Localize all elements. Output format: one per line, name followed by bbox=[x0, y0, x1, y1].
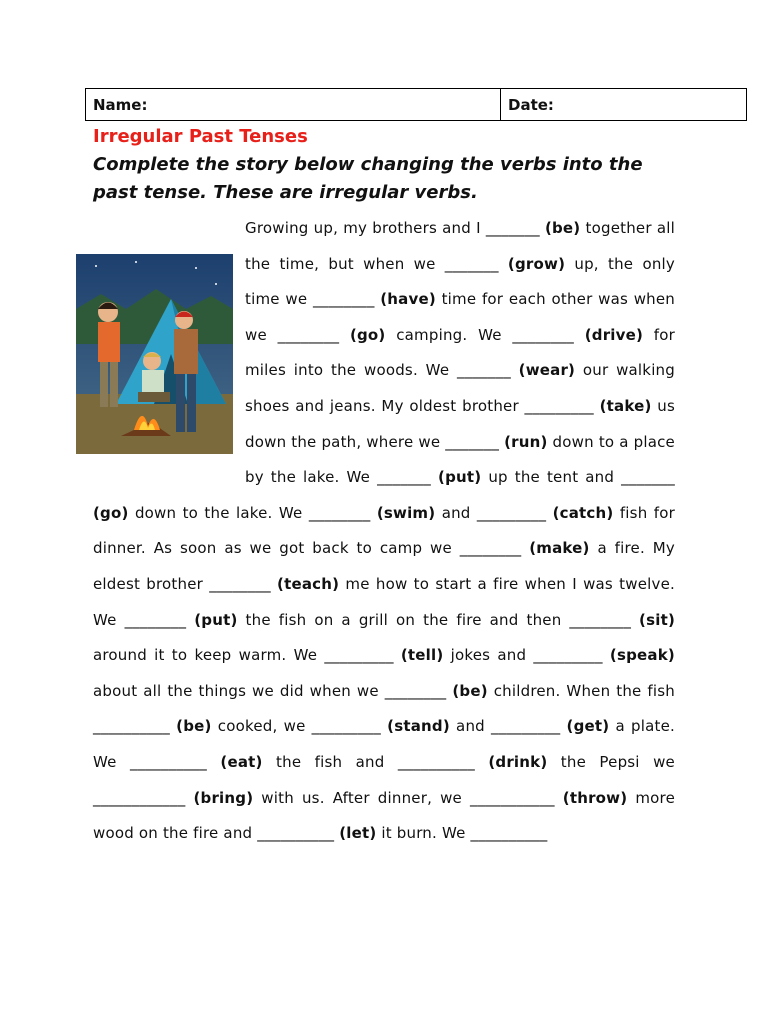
verb-hint: (make) bbox=[529, 539, 590, 558]
verb-hint: (be) bbox=[544, 219, 581, 237]
story-segment: camping. We ________ bbox=[385, 325, 585, 344]
story-segment: fish for dinner. As soon as we got back to camp we ________ bbox=[93, 503, 676, 558]
verb-hint: (have) bbox=[380, 290, 436, 309]
verb-hint: (throw) bbox=[562, 788, 628, 807]
story-segment: a plate. We __________ bbox=[93, 717, 675, 771]
story-segment: and _________ bbox=[449, 717, 567, 736]
story-segment: for miles into the woods. We _______ bbox=[245, 325, 675, 380]
story-segment: time for each other was when we ________ bbox=[245, 290, 676, 344]
verb-hint: (wear) bbox=[518, 361, 576, 380]
verb-hint: (drink) bbox=[488, 752, 548, 771]
story-segment: the fish on a grill on the fire and then ________ bbox=[237, 610, 640, 629]
story-segment: children. When the fish __________ bbox=[93, 681, 675, 736]
picture-spacer bbox=[93, 255, 245, 485]
verb-hint: (take) bbox=[599, 396, 652, 415]
story-segment: the fish and __________ bbox=[262, 752, 489, 771]
story-segment: it burn. We __________ bbox=[376, 824, 548, 843]
name-label: Name: bbox=[93, 95, 148, 114]
story-segment: me how to start a fire when I was twelve. We ________ bbox=[93, 574, 675, 629]
date-field[interactable] bbox=[501, 89, 746, 120]
story-segment: more wood on the fire and __________ bbox=[93, 788, 675, 843]
story-segment: the Pepsi we ____________ bbox=[93, 752, 675, 807]
story-text bbox=[93, 211, 675, 852]
verb-hint: (get) bbox=[566, 717, 610, 736]
verb-hint: (swim) bbox=[376, 503, 436, 522]
story-segment: Growing up, my brothers and I _______ bbox=[245, 219, 545, 237]
story-segment: jokes and _________ bbox=[443, 646, 610, 665]
verb-hint: (speak) bbox=[609, 646, 675, 665]
verb-hint: (let) bbox=[339, 824, 377, 843]
story-segment: us down the path, where we _______ bbox=[245, 396, 675, 451]
worksheet-title: Irregular Past Tenses bbox=[93, 126, 308, 147]
story-segment: up the tent and _______ bbox=[481, 468, 675, 487]
date-label: Date: bbox=[508, 95, 554, 114]
verb-hint: (catch) bbox=[552, 503, 614, 522]
name-field[interactable] bbox=[86, 89, 501, 120]
story-segment: about all the things we did when we ________ bbox=[93, 681, 453, 700]
verb-hint: (drive) bbox=[584, 325, 644, 344]
instructions: Complete the story below changing the verbs into the past tense. These are irregular verbs. bbox=[93, 154, 643, 203]
verb-hint: (tell) bbox=[400, 646, 444, 665]
story-segment: down to the lake. We ________ bbox=[128, 503, 377, 522]
verb-hint: (stand) bbox=[387, 717, 450, 736]
verb-hint: (eat) bbox=[220, 752, 263, 771]
story-segment: cooked, we _________ bbox=[211, 717, 388, 736]
story-segment: and _________ bbox=[435, 503, 553, 522]
verb-hint: (sit) bbox=[639, 610, 675, 629]
verb-hint: (grow) bbox=[507, 254, 566, 273]
story-segment: down to a place by the lake. We _______ bbox=[245, 432, 675, 487]
verb-hint: (bring) bbox=[193, 788, 254, 807]
verb-hint: (run) bbox=[504, 432, 548, 451]
verb-hint: (put) bbox=[438, 468, 482, 487]
story-segment: together all the time, but when we _______ bbox=[245, 219, 675, 273]
verb-hint: (be) bbox=[176, 717, 212, 736]
name-date-table bbox=[85, 88, 747, 121]
story-segment: around it to keep warm. We _________ bbox=[93, 646, 401, 665]
story-segment: our walking shoes and jeans. My oldest brother _________ bbox=[245, 361, 675, 415]
story-segment: a fire. My eldest brother ________ bbox=[93, 539, 675, 593]
verb-hint: (put) bbox=[194, 610, 238, 629]
story-segment: up, the only time we ________ bbox=[245, 254, 675, 309]
verb-hint: (be) bbox=[452, 681, 488, 700]
verb-hint: (go) bbox=[93, 503, 129, 522]
verb-hint: (go) bbox=[349, 325, 386, 344]
verb-hint: (teach) bbox=[277, 574, 340, 593]
story-segment: with us. After dinner, we ___________ bbox=[253, 788, 563, 807]
